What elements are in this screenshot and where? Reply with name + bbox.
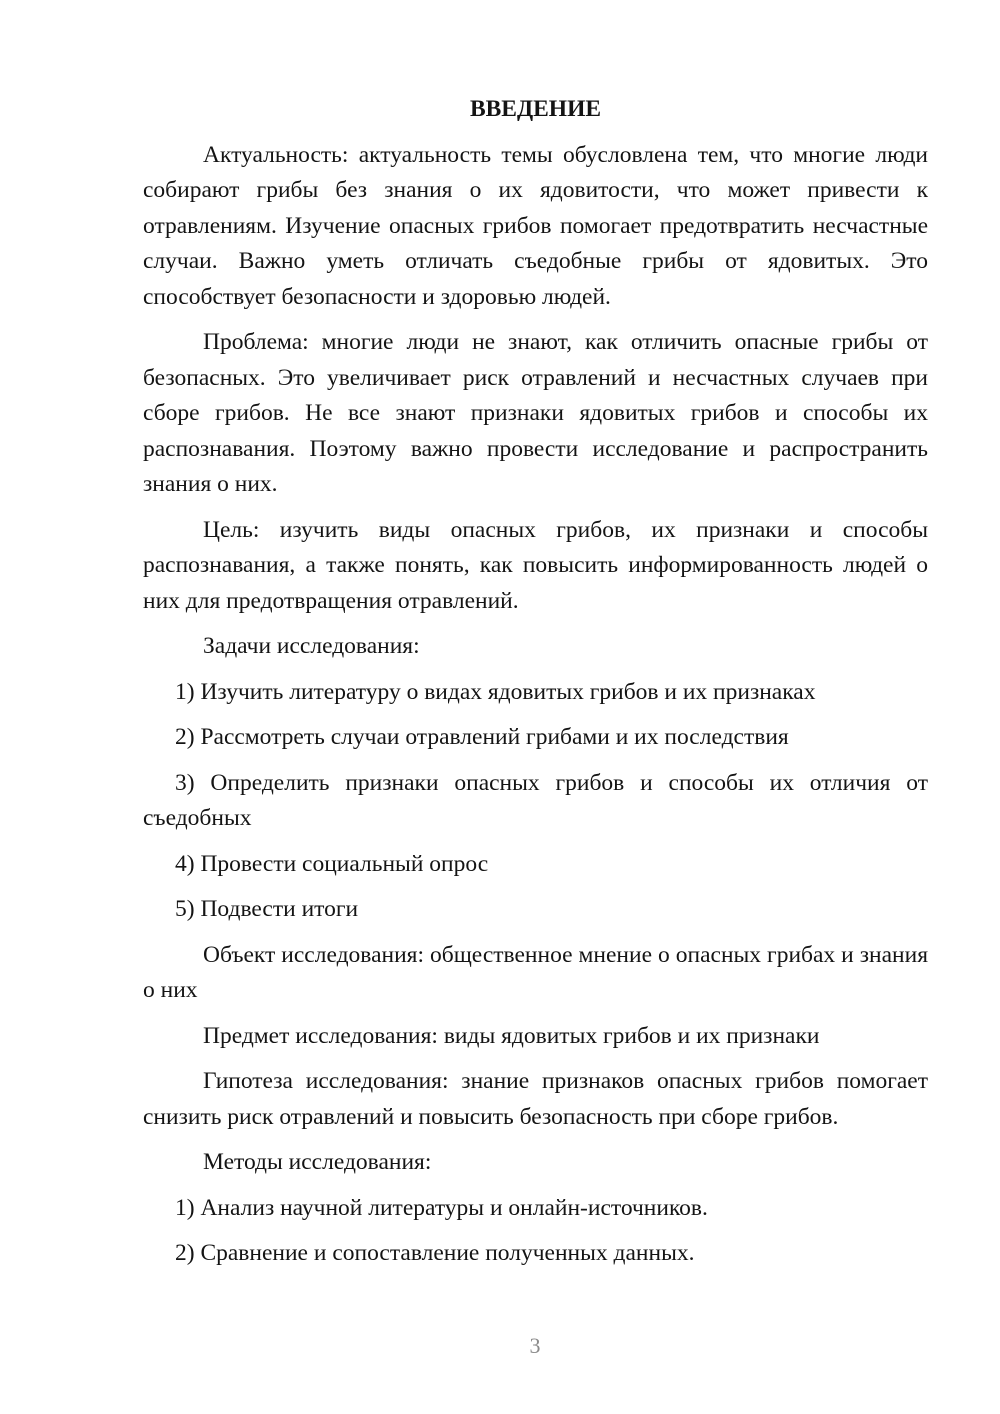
subject-paragraph: Предмет исследования: виды ядовитых грибов и их признаки	[203, 1022, 820, 1049]
tasks-heading: Задачи исследования:	[203, 633, 420, 659]
method-item: 2) Сравнение и сопоставление полученных данных.	[175, 1240, 695, 1266]
document-page	[143, 92, 928, 1282]
hypothesis-paragraph: Гипотеза исследования: знание признаков опасных грибов помогает снизить риск отравлений и повысить безопасность при сборе грибов.	[143, 1068, 928, 1130]
task-item: 4) Провести социальный опрос	[175, 850, 489, 877]
task-item: 2) Рассмотреть случаи отравлений грибами и их последствия	[175, 724, 789, 750]
task-item: 1) Изучить литературу о видах ядовитых грибов и их признаках	[175, 678, 816, 705]
object-paragraph: Объект исследования: общественное мнение о опасных грибах и знания о них	[143, 941, 928, 1003]
task-item: 3) Определить признаки опасных грибов и способы их отличия от съедобных	[143, 769, 928, 831]
problem-paragraph: Проблема: многие люди не знают, как отличить опасные грибы от безопасных. Это увеличивает риск отравлений и несчастных случаев при сборе грибов. Не все знают признаки ядовитых грибов и способы их распознавания. Поэтому важно провести исследование и распространить знания о них.	[143, 329, 928, 497]
relevance-paragraph: Актуальность: актуальность темы обусловлена тем, что многие люди собирают грибы без знания о их ядовитости, что может привести к отравлениям. Изучение опасных грибов помогает предотвратить несчастные случаи. Важно уметь отличать съедобные грибы от ядовитых. Это способствует безопасности и здоровью людей.	[143, 141, 928, 310]
page-title: ВВЕДЕНИЕ	[469, 96, 602, 122]
page-number: 3	[529, 1333, 541, 1358]
method-item: 1) Анализ научной литературы и онлайн-источников.	[175, 1194, 708, 1221]
goal-paragraph: Цель: изучить виды опасных грибов, их признаки и способы распознавания, а также понять, как повысить информированность людей о них для предотвращения отравлений.	[143, 516, 928, 614]
task-item: 5) Подвести итоги	[175, 896, 359, 922]
methods-heading: Методы исследования:	[203, 1149, 432, 1175]
